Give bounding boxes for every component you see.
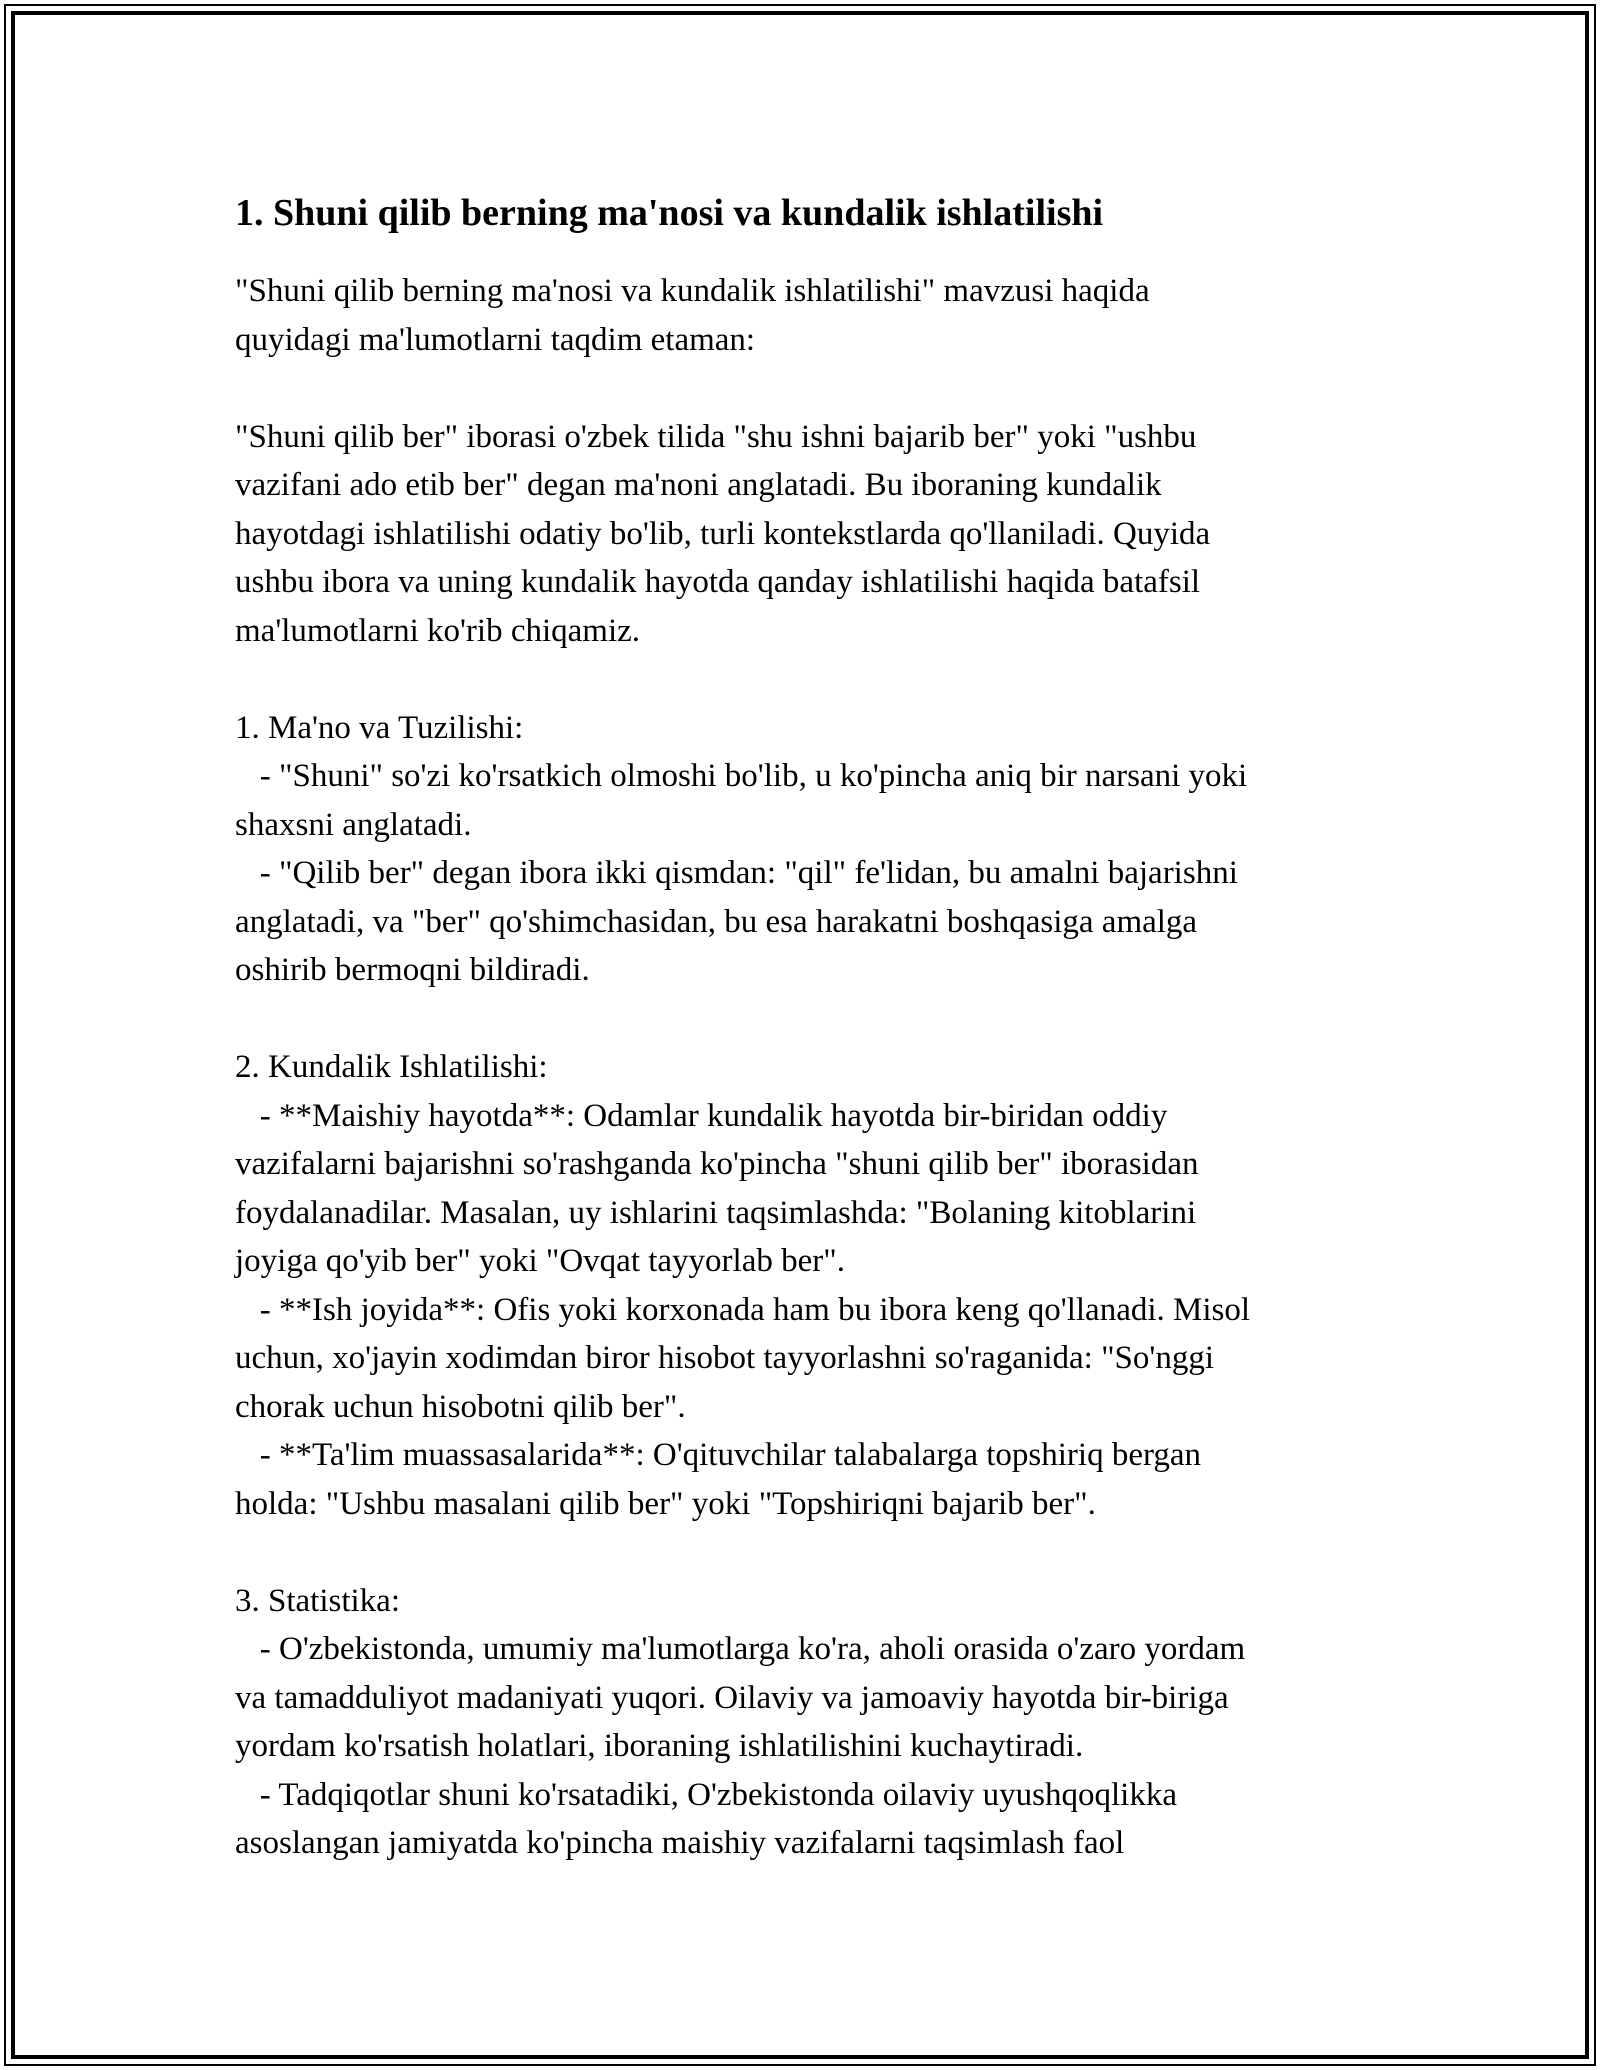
- text-line: asoslangan jamiyatda ko'pincha maishiy vazifalarni taqsimlash faol: [235, 1825, 1125, 1861]
- text-line: "Shuni qilib ber" iborasi o'zbek tilida "shu ishni bajarib ber" yoki "ushbu: [235, 418, 1197, 455]
- blank-line: [235, 364, 1370, 413]
- document-body: [235, 187, 1370, 1868]
- text-line: 3. Statistika:: [235, 1582, 400, 1619]
- text-line: quyidagi ma'lumotlarni taqdim etaman:: [235, 321, 756, 358]
- text-line: shaxsni anglatadi.: [235, 806, 472, 843]
- text-line: chorak uchun hisobotni qilib ber".: [235, 1388, 686, 1425]
- text-line: vazifalarni bajarishni so'rashganda ko'pincha "shuni qilib ber" iborasidan: [235, 1146, 1199, 1182]
- text-line: holda: "Ushbu masalani qilib ber" yoki "Topshiriqni bajarib ber".: [235, 1485, 1096, 1522]
- document-heading: 1. Shuni qilib berning ma'nosi va kundalik ishlatilishi: [235, 192, 1104, 234]
- text-line: anglatadi, va "ber" qo'shimchasidan, bu esa harakatni boshqasiga amalga: [235, 903, 1198, 940]
- text-line: - "Shuni" so'zi ko'rsatkich olmoshi bo'lib, u ko'pincha aniq bir narsani yoki: [235, 758, 1248, 794]
- text-line: 1. Ma'no va Tuzilishi:: [235, 709, 524, 746]
- blank-line: [235, 655, 1370, 704]
- text-line: - **Ish joyida**: Ofis yoki korxonada ham bu ibora keng qo'llanadi. Misol: [235, 1291, 1251, 1328]
- text-line: - **Maishiy hayotda**: Odamlar kundalik hayotda bir-biridan oddiy: [235, 1097, 1168, 1134]
- text-line: joyiga qo'yib ber" yoki "Ovqat tayyorlab ber".: [235, 1243, 845, 1279]
- document-text: [235, 267, 1370, 1868]
- blank-line: [235, 1528, 1370, 1577]
- text-line: ushbu ibora va uning kundalik hayotda qanday ishlatilishi haqida batafsil: [235, 564, 1201, 600]
- text-line: 2. Kundalik Ishlatilishi:: [235, 1049, 548, 1085]
- text-line: - **Ta'lim muassasalarida**: O'qituvchilar talabalarga topshiriq bergan: [235, 1437, 1202, 1473]
- text-line: va tamadduliyot madaniyati yuqori. Oilaviy va jamoaviy hayotda bir-biriga: [235, 1679, 1229, 1716]
- text-line: oshirib bermoqni bildiradi.: [235, 952, 590, 988]
- text-line: vazifani ado etib ber" degan ma'noni anglatadi. Bu iboraning kundalik: [235, 467, 1162, 503]
- text-line: "Shuni qilib berning ma'nosi va kundalik ishlatilishi" mavzusi haqida: [235, 273, 1150, 309]
- text-line: - Tadqiqotlar shuni ko'rsatadiki, O'zbekistonda oilaviy uyushqoqlikka: [235, 1776, 1177, 1813]
- text-line: ma'lumotlarni ko'rib chiqamiz.: [235, 612, 641, 649]
- text-line: yordam ko'rsatish holatlari, iboraning ishlatilishini kuchaytiradi.: [235, 1728, 1084, 1764]
- text-line: - O'zbekistonda, umumiy ma'lumotlarga ko'ra, aholi orasida o'zaro yordam: [235, 1631, 1246, 1667]
- text-line: - "Qilib ber" degan ibora ikki qismdan: "qil" fe'lidan, bu amalni bajarishni: [235, 855, 1238, 891]
- blank-line: [235, 995, 1370, 1044]
- text-line: uchun, xo'jayin xodimdan biror hisobot tayyorlashni so'raganida: "So'nggi: [235, 1340, 1215, 1376]
- text-line: foydalanadilar. Masalan, uy ishlarini taqsimlashda: "Bolaning kitoblarini: [235, 1194, 1197, 1231]
- text-line: hayotdagi ishlatilishi odatiy bo'lib, turli kontekstlarda qo'llaniladi. Quyida: [235, 515, 1211, 552]
